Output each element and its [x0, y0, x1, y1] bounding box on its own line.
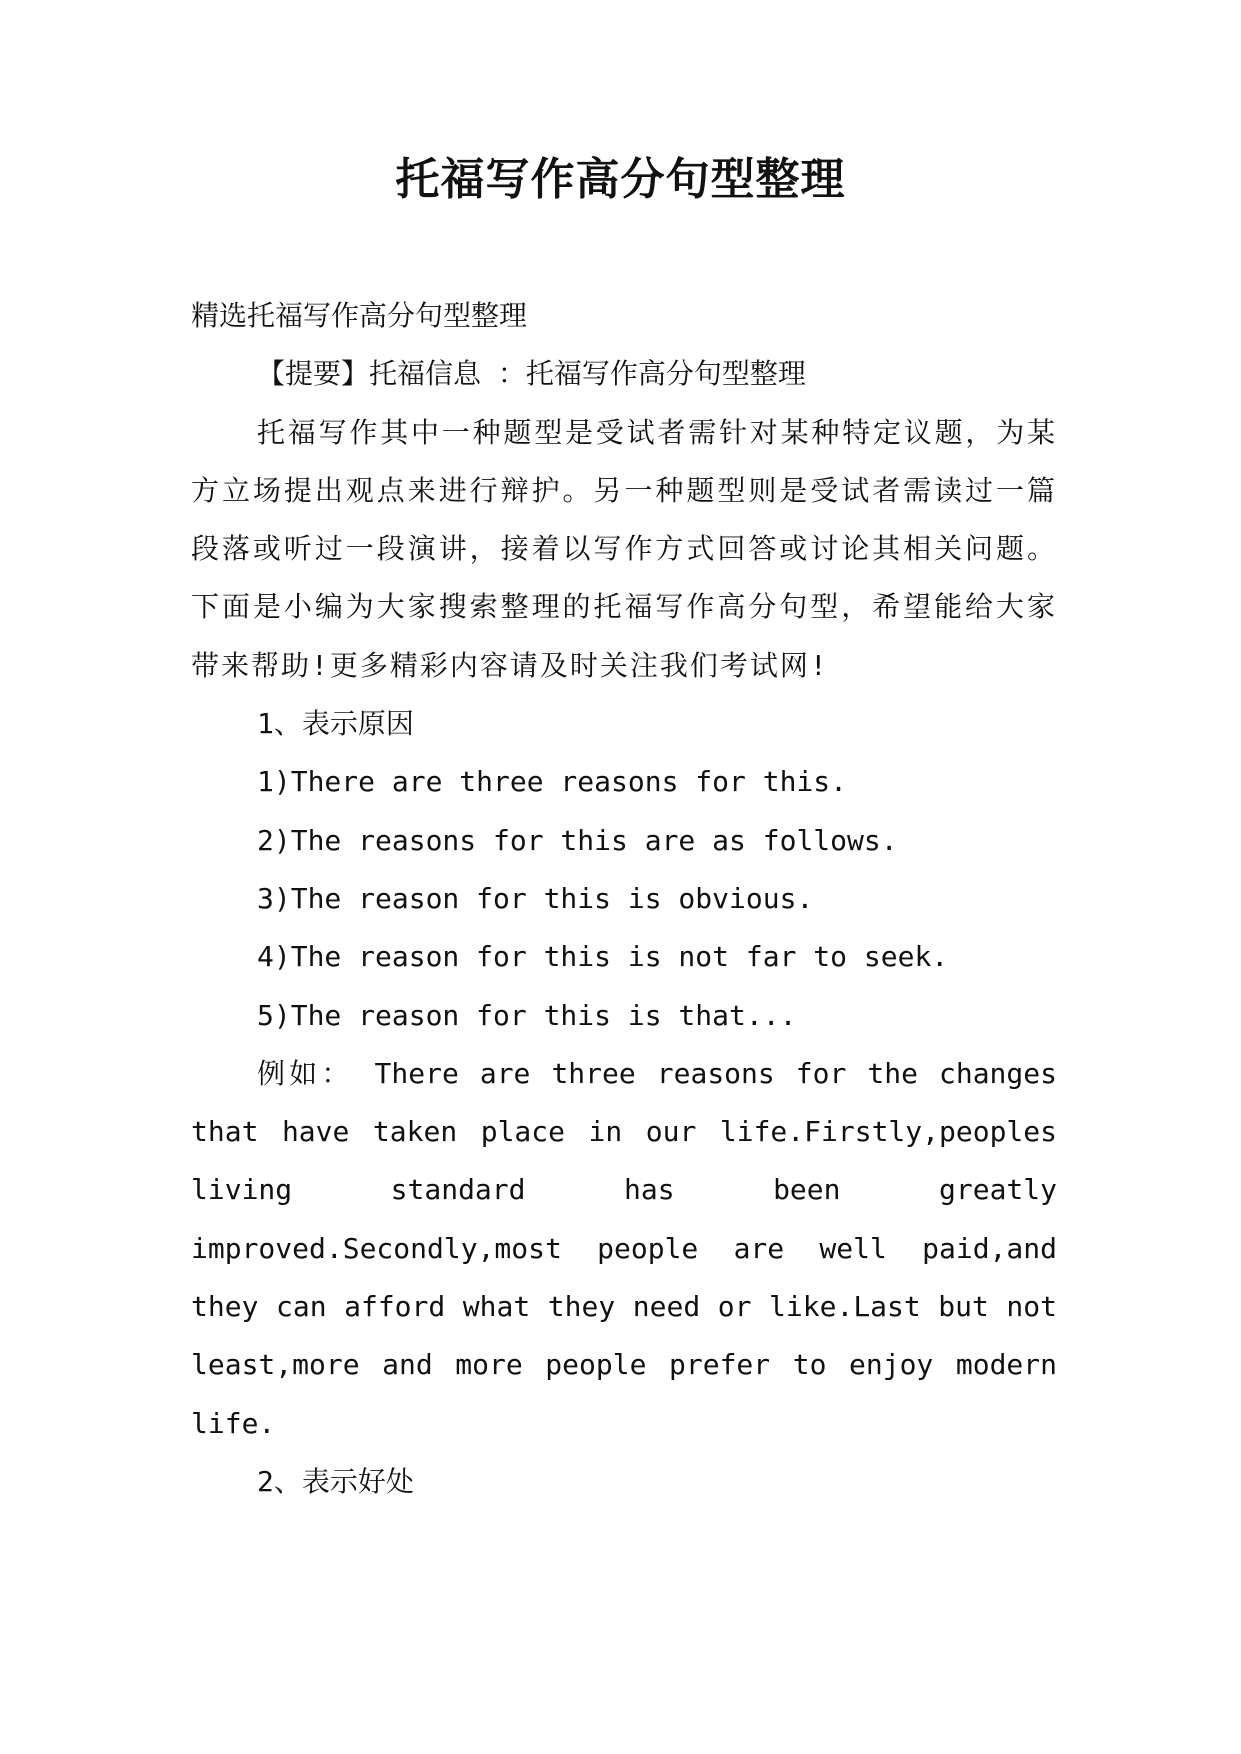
document-body	[191, 287, 1057, 1511]
intro-paragraph: 托福写作其中一种题型是受试者需针对某种特定议题，为某方立场提出观点来进行辩护。另一种题型则是受试者需读过一篇段落或听过一段演讲，接着以写作方式回答或讨论其相关问题。下面是小编为大家搜索整理的托福写作高分句型，希望能给大家带来帮助!更多精彩内容请及时关注我们考试网!	[191, 415, 1057, 682]
reason-item-5: 5)The reason for this is that...	[257, 998, 797, 1032]
document-title: 托福写作高分句型整理	[395, 154, 846, 205]
subtitle-line: 精选托福写作高分句型整理	[191, 299, 528, 332]
example-paragraph: 例如： There are three reasons for the changes that have taken place in our life.Firstly,peoples living standard has been greatly improved.Secondly,most people are well paid,and they can afford what they need or like.Last but not least,more and more people prefer to enjoy modern life.	[191, 1056, 1057, 1440]
reason-item-1: 1)There are three reasons for this.	[257, 765, 848, 799]
reason-item-4: 4)The reason for this is not far to seek.	[257, 940, 949, 974]
reason-item-2: 2)The reasons for this are as follows.	[257, 823, 898, 857]
section-heading-reasons: 1、表示原因	[257, 707, 414, 741]
summary-line: 【提要】托福信息 ：托福写作高分句型整理	[257, 357, 806, 391]
reason-item-3: 3)The reason for this is obvious.	[257, 881, 814, 915]
section-heading-benefits: 2、表示好处	[257, 1464, 414, 1498]
